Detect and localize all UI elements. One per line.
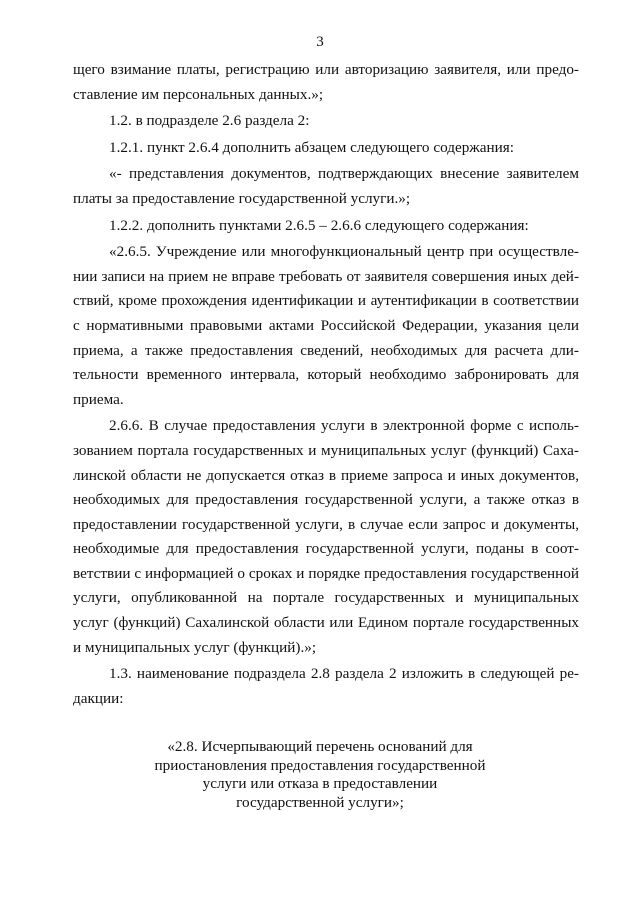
text-line: услуг (функций) Сахалинской области или Едином портале государственных — [73, 614, 579, 632]
text-line: предоставлении государственной услуги, в случае если запрос и документы, — [73, 515, 579, 533]
text-line: ствий, кроме прохождения идентификации и аутентификации в соответствии — [73, 292, 579, 310]
heading-line: услуги или отказа в предоставлении — [202, 775, 438, 793]
document-body — [73, 58, 579, 711]
section-heading — [120, 738, 520, 812]
text-line: 1.2.1. пункт 2.6.4 дополнить абзацем следующего содержания: — [109, 138, 514, 156]
text-line: приема, а также предоставления сведений, необходимых для расчета дли- — [73, 341, 579, 359]
text-line: тельности временного интервала, который необходимо забронировать для — [73, 366, 579, 384]
text-line: линской области не допускается отказ в приеме запроса и иных документов, — [73, 466, 579, 484]
text-line: приема. — [73, 390, 124, 408]
text-line: услуги, опубликованной на портале государственных и муниципальных — [73, 589, 579, 607]
text-line: «- представления документов, подтверждающих внесение заявителем — [109, 165, 579, 183]
text-line: ветствии с информацией о сроках и порядке предоставления государственной — [73, 564, 579, 582]
heading-line: приостановления предоставления государственной — [154, 756, 486, 774]
text-line: дакции: — [73, 689, 124, 707]
text-line: 1.2.2. дополнить пунктами 2.6.5 – 2.6.6 следующего содержания: — [109, 216, 529, 234]
text-line: и муниципальных услуг (функций).»; — [73, 638, 317, 656]
text-line: 1.3. наименование подраздела 2.8 раздела 2 изложить в следующей ре- — [109, 665, 579, 683]
text-line: ставление им персональных данных.»; — [73, 85, 324, 103]
text-line: нии записи на прием не вправе требовать от заявителя совершения иных дей- — [73, 267, 579, 285]
text-line: 2.6.6. В случае предоставления услуги в электронной форме с исполь- — [109, 417, 579, 435]
text-line: зованием портала государственных и муниципальных услуг (функций) Саха- — [73, 441, 579, 459]
page-number: 3 — [316, 34, 324, 50]
text-line: платы за предоставление государственной услуги.»; — [73, 189, 411, 207]
text-line: щего взимание платы, регистрацию или авторизацию заявителя, или предо- — [73, 61, 579, 78]
text-line: необходимые для предоставления государственной услуги, поданы в соот- — [73, 540, 579, 558]
text-line: «2.6.5. Учреждение или многофункциональный центр при осуществле- — [109, 243, 579, 261]
heading-line: «2.8. Исчерпывающий перечень оснований для — [167, 738, 473, 755]
text-line: 1.2. в подразделе 2.6 раздела 2: — [109, 112, 310, 130]
text-line: необходимых для предоставления государственной услуги, а также отказ в — [73, 491, 579, 509]
heading-line: государственной услуги»; — [236, 793, 404, 811]
text-line: с нормативными правовыми актами Российской Федерации, указания цели — [73, 316, 579, 334]
